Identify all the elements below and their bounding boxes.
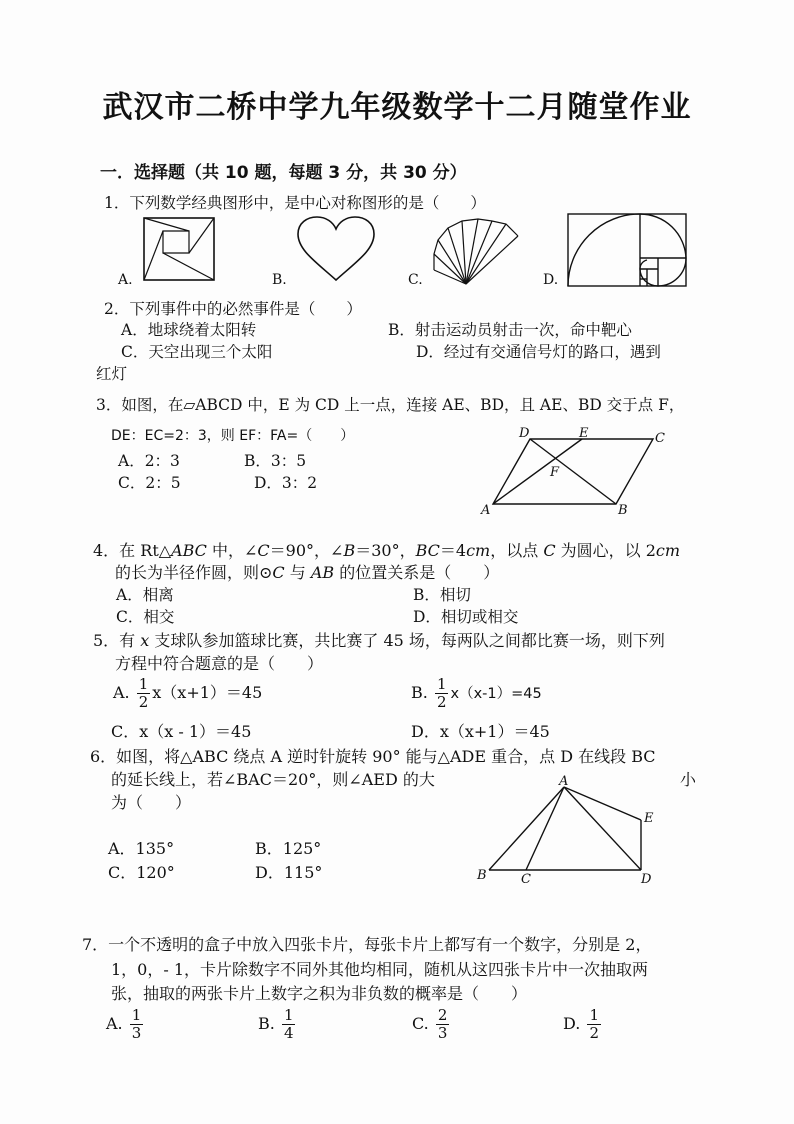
q4-stem-var: AB [310, 563, 335, 582]
q1-label-b: B. [272, 272, 287, 288]
q4-stem-var: ABC [171, 541, 207, 560]
q6-point-d: D [641, 872, 652, 887]
fraction-numerator: 1 [589, 1006, 599, 1024]
q4-stem-var: cm [466, 541, 491, 560]
fraction-denominator: 3 [131, 1024, 142, 1042]
q1-label-d: D. [543, 272, 559, 288]
q5-option-b [411, 677, 542, 710]
q1-label-a: A. [118, 272, 133, 288]
q1-figure-d-golden-spiral [567, 213, 687, 287]
q4-stem-var: B [343, 541, 356, 560]
q5-stem-part: 5．有 [93, 631, 141, 650]
q6-option-d: D．115° [255, 863, 323, 882]
q6-stem-line3: 为（ ） [111, 793, 192, 812]
q5-option-b-fraction [435, 677, 449, 710]
q4-stem-part: ＝4 [439, 541, 467, 560]
q3-point-d: D [519, 426, 530, 441]
fraction-numerator: 1 [283, 1006, 294, 1024]
q7-option-label: A. [106, 1014, 123, 1033]
q7-option-fraction [282, 1008, 296, 1041]
q5-stem [93, 628, 665, 651]
q5-option-b-label: B. [411, 683, 428, 702]
q2-option-a: A．地球绕着太阳转 [121, 321, 257, 339]
q5-option-a [113, 677, 262, 710]
q4-stem-part: 为圆心，以 2 [555, 541, 656, 560]
q4-stem-var: cm [655, 541, 681, 560]
q6-point-b: B [477, 868, 487, 883]
section-heading: 一．选择题（共 10 题，每题 3 分，共 30 分） [100, 163, 467, 183]
q2-stem: 2．下列事件中的必然事件是（ ） [104, 300, 362, 318]
q7-option-label: B. [258, 1014, 275, 1033]
q6-point-e: E [644, 811, 654, 826]
q7-stem-line3: 张，抽取的两张卡片上数字之积为非负数的概率是（ ） [111, 984, 528, 1003]
q7-option-label: D. [563, 1014, 581, 1033]
q3-point-e: E [579, 426, 589, 441]
q6-stem-line2-end: 小 [680, 770, 697, 789]
q1-figure-c-fan [430, 218, 522, 288]
q5-option-d: D．x（x+1）＝45 [411, 722, 550, 741]
q7-option-label: C. [412, 1014, 429, 1033]
q5-option-b-expression: x（x-1）=45 [450, 686, 542, 702]
q1-figure-b-heart [296, 216, 376, 282]
q6-option-b: B．125° [255, 839, 322, 858]
q3-stem: 3．如图，在▱ABCD 中，E 为 CD 上一点，连接 AE、BD，且 AE、BD 交于点 F， [96, 396, 685, 414]
fraction-denominator: 2 [589, 1024, 599, 1042]
q2-option-d-continued: 红灯 [96, 365, 128, 383]
q6-rotation-figure [474, 775, 664, 887]
q7-option-c [412, 1008, 451, 1041]
q1-figure-a-pinwheel-square [143, 217, 215, 281]
q3-parallelogram-figure [478, 425, 678, 521]
q4-option-a: A．相离 [116, 586, 174, 604]
q4-stem [93, 538, 680, 561]
q6-option-c: C．120° [108, 863, 175, 882]
q4-stem-part: ＝90°，∠ [269, 541, 344, 560]
fraction-numerator: 1 [436, 675, 447, 693]
fraction-denominator: 2 [138, 693, 149, 711]
q4-option-c: C．相交 [116, 608, 175, 626]
q2-option-d: D．经过有交通信号灯的路口，遇到 [416, 343, 661, 361]
q7-stem-line2: 1，0，- 1，卡片除数字不同外其他均相同，随机从这四张卡片中一次抽取两 [111, 960, 649, 979]
fraction-numerator: 2 [437, 1006, 448, 1024]
q7-option-a [106, 1008, 145, 1041]
fraction-denominator: 3 [437, 1024, 448, 1042]
q1-stem: 1．下列数学经典图形中，是中心对称图形的是（ ） [104, 194, 486, 212]
q7-option-b [258, 1008, 297, 1041]
q3-stem-ratio: DE：EC=2：3，则 EF：FA=（ ） [111, 428, 355, 444]
q4-stem-part: 与 [284, 563, 311, 582]
q4-stem-var: C [257, 541, 270, 560]
q5-option-a-expression: x（x+1）＝45 [152, 683, 263, 702]
q7-stem: 7．一个不透明的盒子中放入四张卡片，每张卡片上都写有一个数字，分别是 2， [82, 935, 652, 954]
fraction-denominator: 2 [436, 693, 447, 711]
fraction-denominator: 4 [283, 1024, 294, 1042]
q7-option-d [563, 1008, 603, 1041]
q7-option-fraction [436, 1008, 450, 1041]
q3-point-b: B [618, 503, 628, 518]
q7-option-fraction [587, 1008, 601, 1041]
q5-stem-line2: 方程中符合题意的是（ ） [115, 654, 324, 673]
q3-option-d: D．3：2 [254, 474, 318, 492]
fraction-numerator: 1 [131, 1006, 142, 1024]
q2-option-b: B．射击运动员射击一次，命中靶心 [388, 321, 632, 339]
q3-point-f: F [550, 465, 560, 480]
q4-stem-part: 的长为半径作圆，则⊙ [115, 563, 273, 582]
q4-stem-part: 4．在 Rt△ [93, 541, 172, 560]
q3-point-c: C [655, 431, 665, 446]
fraction-numerator: 1 [138, 675, 149, 693]
q6-stem-line2: 的延长线上，若∠BAC＝20°，则∠AED 的大 [111, 770, 435, 789]
q6-point-a: A [559, 774, 569, 789]
q4-stem-var: C [543, 541, 556, 560]
q4-stem-var: BC [415, 541, 440, 560]
q6-stem: 6．如图，将△ABC 绕点 A 逆时针旋转 90° 能与△ADE 重合，点 D 在线段 BC [90, 747, 656, 766]
q4-stem-var: C [272, 563, 285, 582]
q4-stem-line2 [115, 560, 499, 583]
q6-option-a: A．135° [108, 839, 175, 858]
q5-option-a-label: A. [113, 683, 130, 702]
q4-option-b: B．相切 [413, 586, 471, 604]
q6-point-c: C [521, 872, 531, 887]
q3-option-c: C．2：5 [118, 474, 181, 492]
q5-stem-part: 支球队参加篮球比赛，共比赛了 45 场，每两队之间都比赛一场，则下列 [149, 631, 665, 650]
q3-point-a: A [481, 503, 491, 518]
q3-option-b: B．3：5 [244, 452, 307, 470]
q4-stem-part: 中，∠ [206, 541, 258, 560]
q4-stem-part: ＝30°， [355, 541, 416, 560]
q5-stem-var: x [140, 631, 150, 650]
q7-option-fraction [130, 1008, 144, 1041]
q4-option-d: D．相切或相交 [413, 608, 519, 626]
q1-label-c: C. [408, 272, 423, 288]
q4-stem-part: 的位置关系是（ ） [334, 563, 500, 582]
q5-option-a-fraction [137, 677, 151, 710]
q4-stem-part: ，以点 [490, 541, 544, 560]
q5-option-c: C．x（x - 1）＝45 [111, 722, 252, 741]
page-title: 武汉市二桥中学九年级数学十二月随堂作业 [102, 90, 692, 125]
q2-option-c: C．天空出现三个太阳 [121, 343, 273, 361]
q3-option-a: A．2：3 [118, 452, 180, 470]
